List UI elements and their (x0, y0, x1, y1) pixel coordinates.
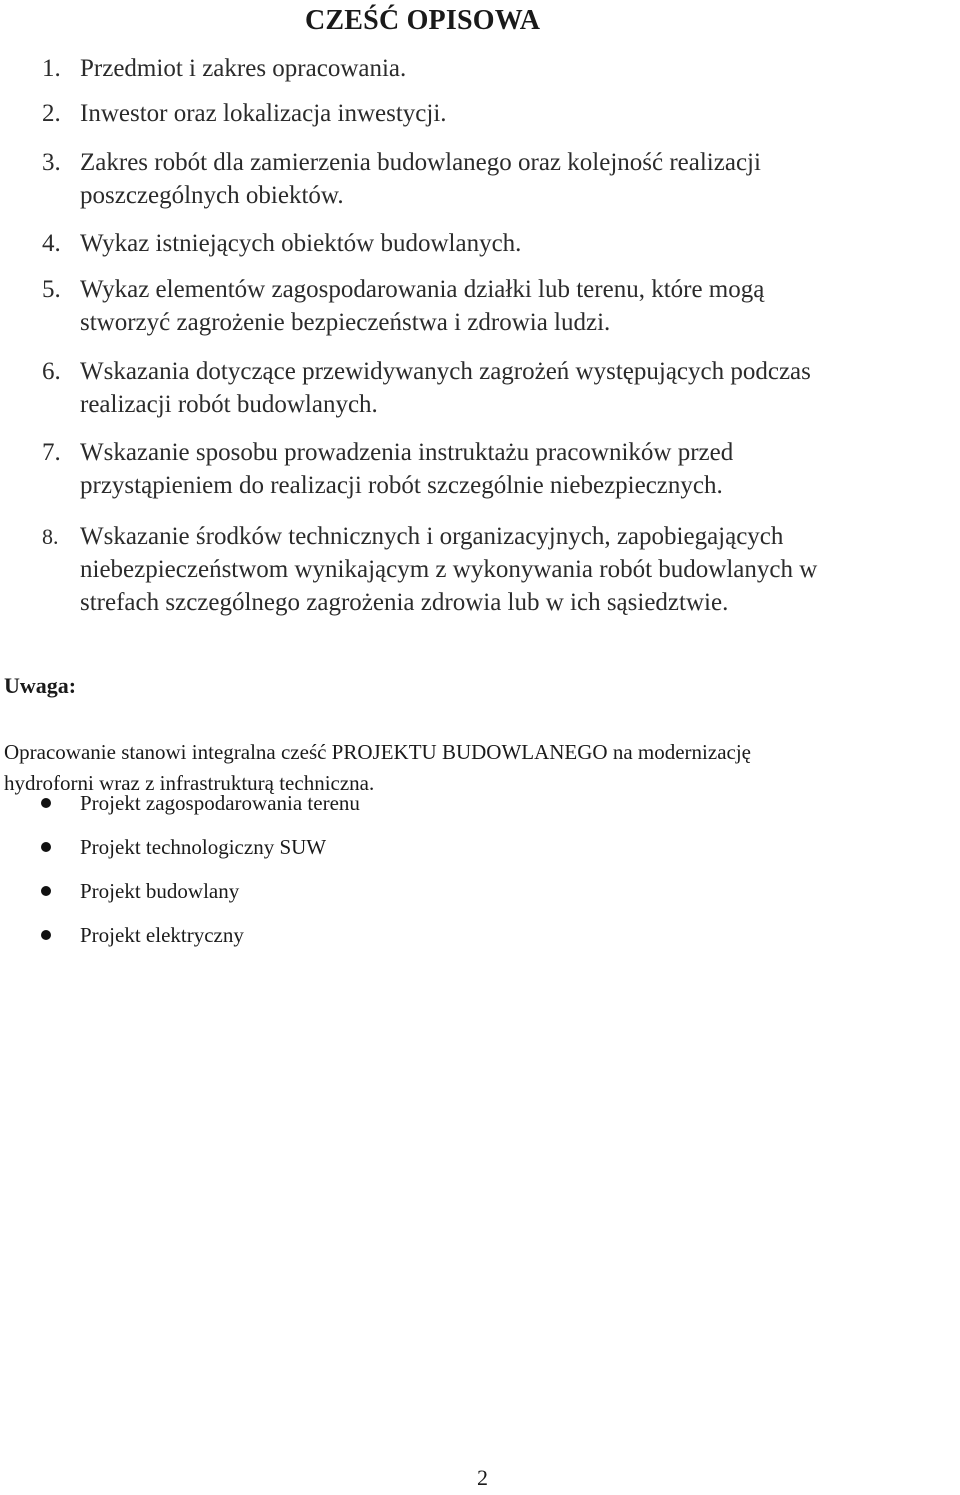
toc-item-line: stworzyć zagrożenie bezpieczeństwa i zdrowia ludzi. (80, 309, 611, 336)
toc-item-text (80, 355, 960, 421)
toc-item-text (80, 146, 960, 212)
note-line: Opracowanie stanowi integralna cześć PROJEKTU BUDOWLANEGO na modernizację (4, 740, 752, 764)
toc-item-text (80, 52, 960, 85)
toc-item-number: 5. (42, 276, 61, 303)
list-item (0, 920, 960, 950)
toc-item-line: poszczególnych obiektów. (80, 182, 344, 209)
toc-item-line: Wskazanie sposobu prowadzenia instruktażu pracowników przed (80, 439, 734, 466)
toc-item-line: Inwestor oraz lokalizacja inwestycji. (80, 100, 447, 127)
toc-item-line: przystąpieniem do realizacji robót szczególnie niebezpiecznych. (80, 472, 723, 499)
toc-item-number: 2. (42, 100, 61, 127)
list-item (0, 788, 960, 818)
toc-item-number: 4. (42, 230, 61, 257)
toc-item-text (80, 227, 960, 260)
document-title: CZEŚĆ OPISOWA (305, 5, 541, 36)
toc-item-line: Przedmiot i zakres opracowania. (80, 55, 407, 82)
toc-item-number: 1. (42, 55, 61, 82)
project-label: Projekt elektryczny (80, 923, 244, 947)
bullet-icon (41, 886, 51, 896)
toc-item-line: Wskazania dotyczące przewidywanych zagrożeń występujących podczas (80, 358, 811, 385)
note-heading: Uwaga: (4, 673, 77, 698)
toc-item-text (80, 273, 960, 339)
toc-item-line: strefach szczególnego zagrożenia zdrowia lub w ich sąsiedztwie. (80, 589, 729, 616)
list-item (0, 876, 960, 906)
toc-item-line: Wskazanie środków technicznych i organizacyjnych, zapobiegających (80, 523, 784, 550)
toc-item-line: Wykaz istniejących obiektów budowlanych. (80, 230, 522, 257)
list-item (0, 832, 960, 862)
toc-item-number: 6. (42, 358, 61, 385)
toc-item-number: 3. (42, 149, 61, 176)
toc-item-text (80, 520, 960, 619)
bullet-icon (41, 930, 51, 940)
toc-item-text (80, 97, 960, 130)
note-line: hydroforni wraz z infrastrukturą techniczna. (4, 771, 375, 795)
project-label: Projekt zagospodarowania terenu (80, 791, 360, 815)
project-label: Projekt budowlany (80, 879, 240, 903)
toc-item-number: 7. (42, 439, 61, 466)
bullet-icon (41, 842, 51, 852)
toc-item-line: niebezpieczeństwom wynikającym z wykonywania robót budowlanych w (80, 556, 818, 583)
toc-item-number: 8. (42, 524, 59, 549)
toc-item-line: Wykaz elementów zagospodarowania działki lub terenu, które mogą (80, 276, 765, 303)
toc-item-line: realizacji robót budowlanych. (80, 391, 378, 418)
toc-item-line: Zakres robót dla zamierzenia budowlanego oraz kolejność realizacji (80, 149, 761, 176)
page-number: 2 (477, 1465, 488, 1490)
bullet-icon (41, 798, 51, 808)
toc-item-text (80, 436, 960, 502)
project-label: Projekt technologiczny SUW (80, 835, 327, 859)
